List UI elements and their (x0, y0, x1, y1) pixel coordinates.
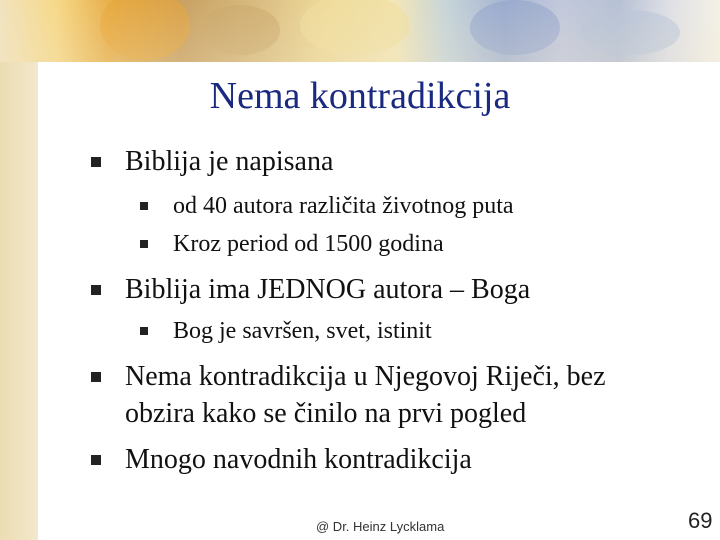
page-number: 69 (688, 508, 713, 533)
banner-fade (0, 0, 720, 62)
sub-bullet-text: Kroz period od 1500 godina (173, 231, 444, 257)
sub-bullet-marker (140, 240, 148, 248)
sub-bullet-text: Bog je savršen, svet, istinit (173, 318, 432, 344)
bullet-text: Mnogo navodnih kontradikcija (125, 444, 472, 475)
sub-bullet-text: od 40 autora različita životnog puta (173, 193, 514, 219)
slide-title: Nema kontradikcija (209, 75, 511, 117)
bullet-text: Biblija je napisana (125, 146, 334, 177)
bullet-text-continuation: obzira kako se činilo na prvi pogled (125, 398, 527, 429)
bullet-marker (91, 372, 101, 382)
footer-credit: @ Dr. Heinz Lycklama (316, 519, 445, 534)
bullet-text: Biblija ima JEDNOG autora – Boga (125, 274, 531, 305)
sub-bullet-marker (140, 202, 148, 210)
bullet-marker (91, 285, 101, 295)
bullet-marker (91, 455, 101, 465)
bullet-marker (91, 157, 101, 167)
sub-bullet-marker (140, 327, 148, 335)
bullet-text: Nema kontradikcija u Njegovoj Riječi, bez (125, 361, 606, 392)
